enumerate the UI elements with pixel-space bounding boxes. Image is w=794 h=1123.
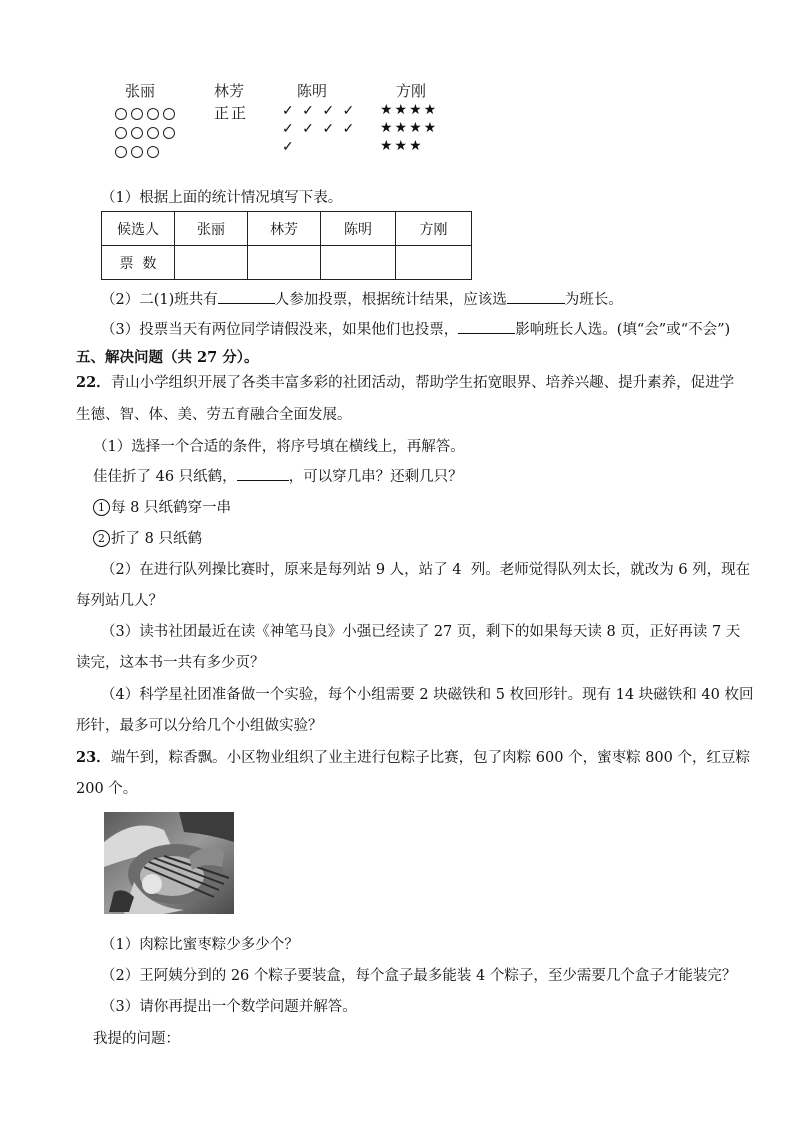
q22-part1: （1）选择一个合适的条件，将序号填在横线上，再解答。 bbox=[93, 439, 465, 455]
option-2-marker: 2 bbox=[93, 530, 110, 547]
zhang-circles-row-2 bbox=[115, 123, 179, 141]
zhang-circles-row-3 bbox=[115, 142, 163, 160]
lin-tally-marks: 正正 bbox=[214, 104, 249, 122]
blank-total-voters[interactable] bbox=[218, 303, 275, 304]
section-heading: 五、解决问题（共 27 分）。 bbox=[76, 349, 259, 366]
q23-intro-line-1: 23．端午到，粽香飘。小区物业组织了业主进行包粽子比赛，包了肉粽 600 个，蜜枣粽 800 个，红豆粽 bbox=[76, 749, 750, 766]
q23-part3: （3）请你再提出一个数学问题并解答。 bbox=[101, 999, 357, 1015]
chen-checks-row-3: ✓ bbox=[282, 139, 296, 155]
fang-stars-row-2: ★★★★ bbox=[380, 120, 439, 136]
q22-intro-line-1: 22．青山小学组织开展了各类丰富多彩的社团活动，帮助学生拓宽眼界、培养兴趣、提升素养，促进学 bbox=[76, 374, 735, 391]
tally-header-chen: 陈明 bbox=[297, 82, 328, 100]
chen-checks-row-2: ✓ ✓ ✓ ✓ bbox=[282, 121, 357, 137]
q22-part2-line-2: 每列站几人？ bbox=[76, 593, 163, 609]
q22-part2-line-1: （2）在进行队列操比赛时，原来是每列站 9 人，站了 4 列。老师觉得队列太长，就改为 6 列，现在 bbox=[101, 562, 751, 578]
q22-part4-line-1: （4）科学星社团准备做一个实验，每个小组需要 2 块磁铁和 5 枚回形针。现有 14 块磁铁和 40 枚回 bbox=[101, 687, 754, 703]
q22-option-2: 2 折了 8 只纸鹤 bbox=[93, 527, 202, 548]
zhang-circles-row-1 bbox=[115, 104, 179, 122]
table-header-fang: 方刚 bbox=[396, 212, 472, 246]
vote-table bbox=[101, 211, 472, 280]
q23-part2: （2）王阿姨分到的 26 个粽子要装盒，每个盒子最多能装 4 个粽子，至少需要几个盒子才能装完？ bbox=[101, 968, 737, 984]
q22-option-1: 1 每 8 只纸鹤穿一串 bbox=[93, 496, 231, 517]
q21-part2: （2）二(1)班共有 人参加投票，根据统计结果，应该选 为班长。 bbox=[101, 292, 623, 308]
q22-part4-line-2: 形针，最多可以分给几个小组做实验？ bbox=[76, 718, 323, 734]
q23-my-question-label: 我提的问题： bbox=[93, 1031, 180, 1047]
table-header-candidate: 候选人 bbox=[102, 212, 175, 246]
table-header-zhang: 张丽 bbox=[175, 212, 248, 246]
q22-part3-line-1: （3）读书社团最近在读《神笔马良》小强已经读了 27 页，剩下的如果每天读 8 页，正好再读 7 天 bbox=[101, 624, 741, 640]
blank-chosen-candidate[interactable] bbox=[507, 303, 565, 304]
q22-part1-question: 佳佳折了 46 只纸鹤， ，可以穿几串？还剩几只？ bbox=[93, 469, 463, 485]
fang-stars-row-3: ★★★ bbox=[380, 138, 424, 154]
q23-intro-line-2: 200 个。 bbox=[76, 781, 138, 797]
q21-part3: （3）投票当天有两位同学请假没来，如果他们也投票， 影响班长人选。(填“会”或“不会”) bbox=[101, 322, 731, 338]
q22-part3-line-2: 读完，这本书一共有多少页？ bbox=[76, 655, 265, 671]
fang-stars-row-1: ★★★★ bbox=[380, 102, 439, 118]
table-row-label: 票 数 bbox=[102, 246, 175, 280]
table-header-lin: 林芳 bbox=[248, 212, 321, 246]
chen-checks-row-1: ✓ ✓ ✓ ✓ bbox=[282, 103, 357, 119]
tally-header-fang: 方刚 bbox=[396, 82, 427, 100]
q22-intro-line-2: 生德、智、体、美、劳五育融合全面发展。 bbox=[76, 407, 352, 423]
q21-part1: （1）根据上面的统计情况填写下表。 bbox=[101, 190, 343, 206]
tally-header-zhang: 张丽 bbox=[125, 82, 156, 100]
zongzi-photo bbox=[104, 812, 234, 914]
answer-cell-zhang[interactable] bbox=[175, 246, 248, 280]
answer-cell-fang[interactable] bbox=[396, 246, 472, 280]
answer-cell-lin[interactable] bbox=[248, 246, 321, 280]
table-header-chen: 陈明 bbox=[321, 212, 396, 246]
answer-cell-chen[interactable] bbox=[321, 246, 396, 280]
q23-part1: （1）肉粽比蜜枣粽少多少个？ bbox=[101, 937, 299, 953]
blank-affect-choice[interactable] bbox=[458, 333, 515, 334]
blank-condition-choice[interactable] bbox=[237, 480, 289, 481]
zongzi-photo-drawing bbox=[104, 812, 234, 914]
tally-header-lin: 林芳 bbox=[214, 82, 245, 100]
option-1-marker: 1 bbox=[93, 499, 110, 516]
